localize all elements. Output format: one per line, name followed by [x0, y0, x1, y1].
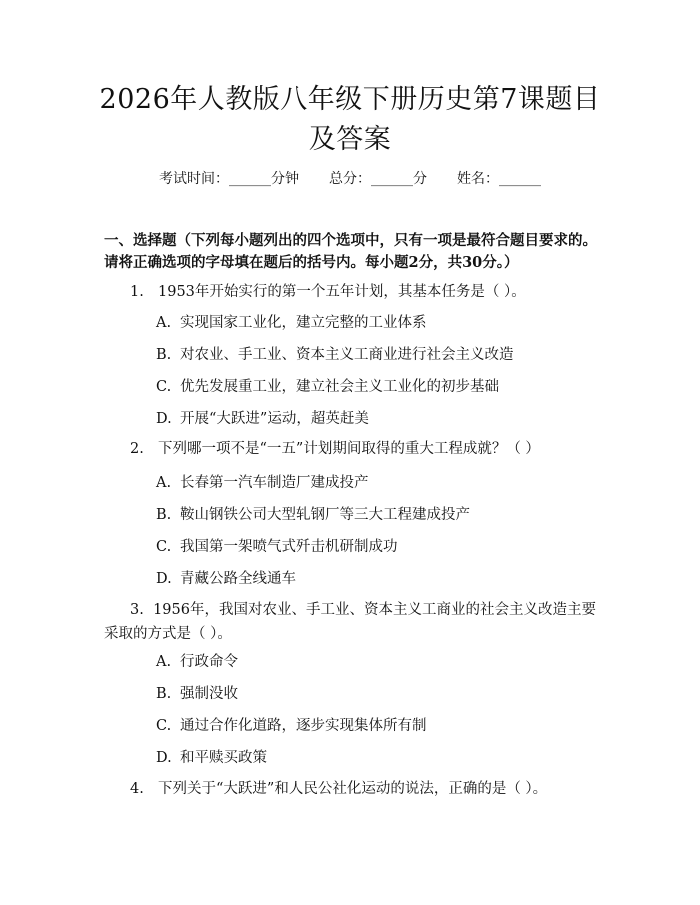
option-text: 强制没收 [180, 686, 238, 702]
section-heading: 一、选择题（下列每小题列出的四个选项中，只有一项是最符合题目要求的。请将正确选项的字母填在题后的括号内。每小题2分，共30分。） [104, 232, 597, 271]
option-text: 我国第一架喷气式歼击机研制成功 [180, 539, 398, 555]
option-text: 鞍山钢铁公司大型轧钢厂等三大工程建成投产 [180, 507, 470, 523]
question-number: 1. [130, 284, 144, 300]
option-text: 长春第一汽车制造厂建成投产 [180, 475, 369, 491]
option-letter: B. [156, 507, 172, 523]
option-text: 开展“大跃进”运动，超英赶美 [180, 411, 369, 427]
question-text: 1956年，我国对农业、手工业、资本主义工商业的社会主义改造主要采取的方式是（ ）。 [104, 602, 596, 642]
question-number: 2. [130, 441, 144, 457]
option-text: 和平赎买政策 [180, 750, 267, 766]
question-text: 下列哪一项不是“一五”计划期间取得的重大工程成就？（ ） [158, 441, 540, 457]
question-3-option-b [156, 684, 596, 704]
question-2-option-d [156, 569, 596, 589]
option-text: 青藏公路全线通车 [180, 571, 296, 587]
option-text: 通过合作化道路，逐步实现集体所有制 [180, 718, 427, 734]
student-name-field: 姓名：______ [457, 171, 541, 187]
option-text: 对农业、手工业、资本主义工商业进行社会主义改造 [180, 347, 514, 363]
question-4 [104, 777, 602, 801]
question-3-option-c [156, 716, 596, 736]
question-2-option-a [156, 473, 596, 493]
total-score-field: 总分：______分 [329, 171, 427, 187]
question-text: 1953年开始实行的第一个五年计划，其基本任务是（ ）。 [158, 284, 526, 300]
question-3-option-a [156, 652, 596, 672]
option-letter: D. [156, 571, 172, 587]
page-title: 2026年人教版八年级下册历史第7课题目及答案 [99, 84, 601, 155]
question-3-option-d [156, 748, 596, 768]
option-text: 实现国家工业化，建立完整的工业体系 [180, 315, 427, 331]
option-text: 优先发展重工业，建立社会主义工业化的初步基础 [180, 379, 499, 395]
option-letter: D. [156, 750, 172, 766]
question-number: 3. [130, 602, 144, 618]
question-3 [104, 598, 602, 646]
question-2-option-c [156, 537, 596, 557]
exam-time-field: 考试时间：______分钟 [159, 171, 299, 187]
question-1 [104, 280, 602, 304]
option-letter: D. [156, 411, 172, 427]
question-text: 下列关于“大跃进”和人民公社化运动的说法，正确的是（ ）。 [158, 781, 548, 797]
question-1-option-b [156, 345, 596, 365]
option-text: 行政命令 [180, 654, 238, 670]
question-2 [104, 437, 602, 461]
option-letter: B. [156, 686, 172, 702]
question-1-option-a [156, 313, 596, 333]
option-letter: A. [156, 315, 172, 331]
option-letter: C. [156, 718, 172, 734]
question-number: 4. [130, 781, 144, 797]
exam-meta [0, 168, 700, 188]
option-letter: C. [156, 539, 172, 555]
question-1-option-d [156, 409, 596, 429]
question-1-option-c [156, 377, 596, 397]
option-letter: C. [156, 379, 172, 395]
question-2-option-b [156, 505, 596, 525]
option-letter: B. [156, 347, 172, 363]
option-letter: A. [156, 475, 172, 491]
option-letter: A. [156, 654, 172, 670]
